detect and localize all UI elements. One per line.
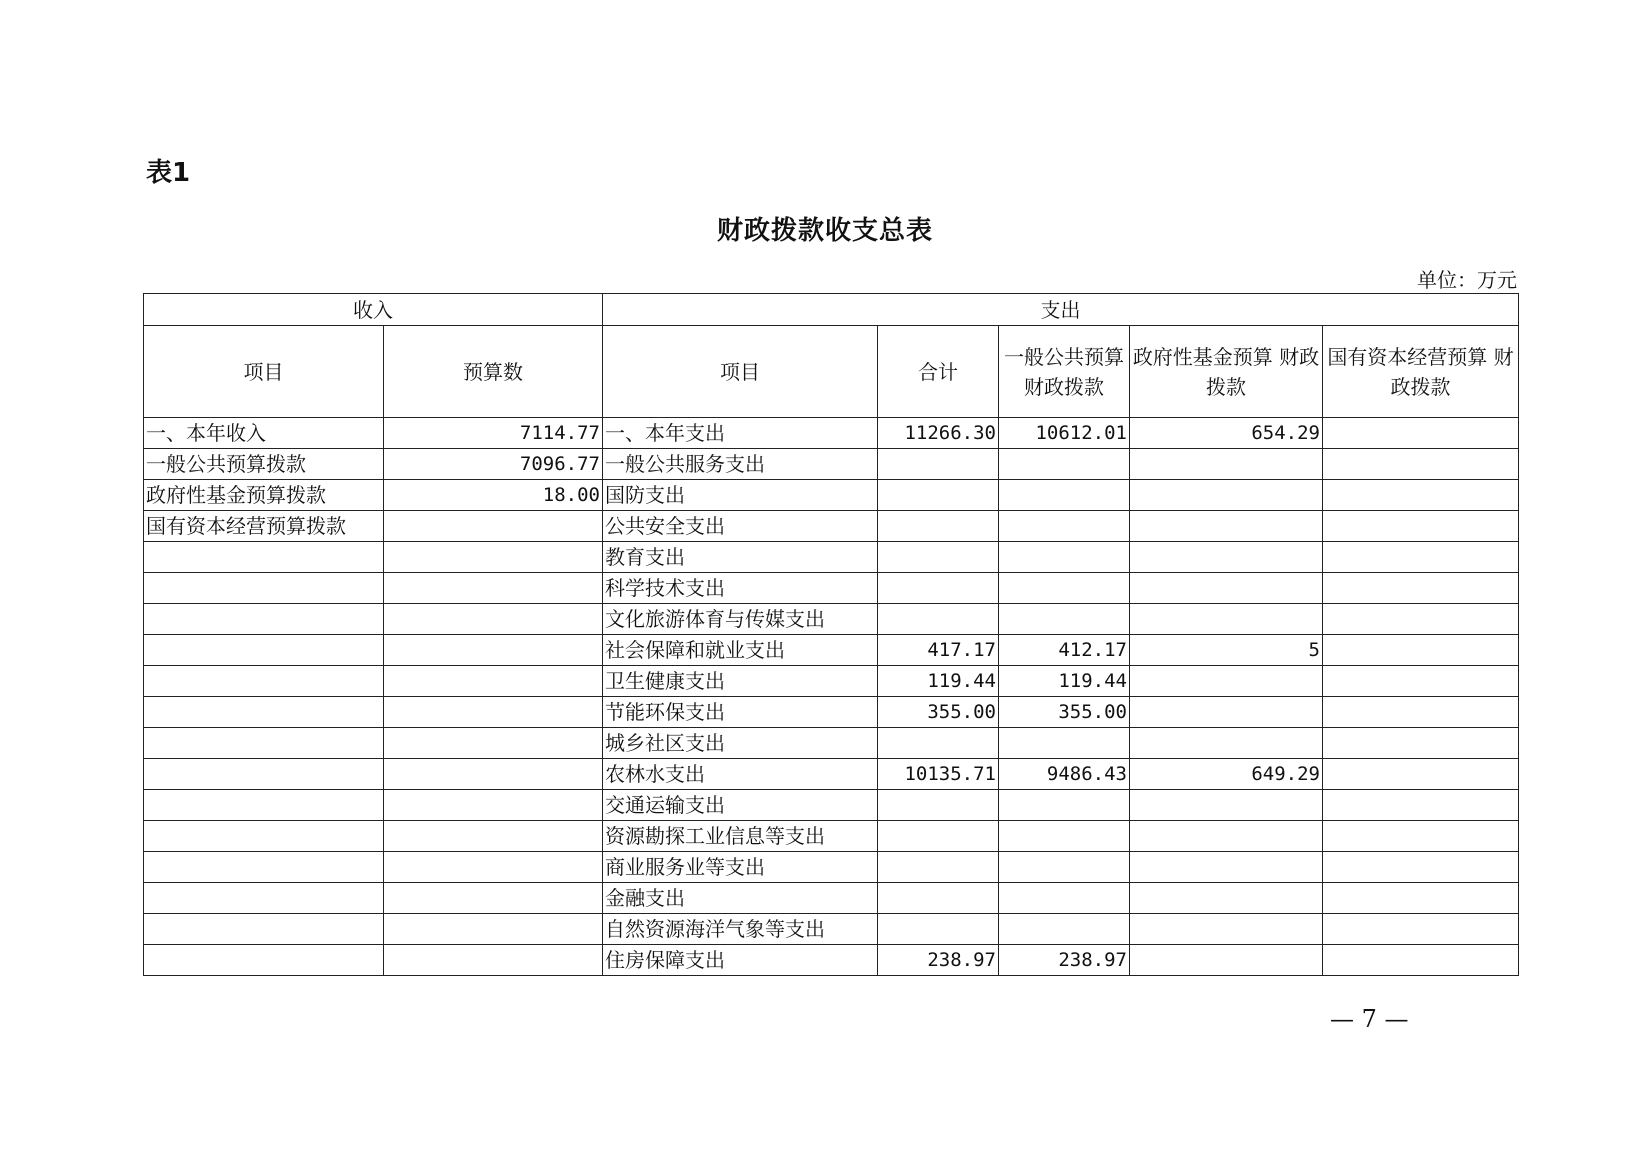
expense-item-cell: 一般公共服务支出 bbox=[603, 449, 878, 480]
table-body bbox=[144, 418, 1519, 976]
income-budget-cell bbox=[384, 604, 603, 635]
expense-item-cell: 金融支出 bbox=[603, 883, 878, 914]
table-row bbox=[144, 759, 1519, 790]
expense-fund-cell bbox=[1130, 449, 1323, 480]
table-row bbox=[144, 914, 1519, 945]
expense-fund-cell bbox=[1130, 697, 1323, 728]
table-row bbox=[144, 511, 1519, 542]
expense-item-cell: 国防支出 bbox=[603, 480, 878, 511]
expense-item-cell: 城乡社区支出 bbox=[603, 728, 878, 759]
income-item-cell: 一、本年收入 bbox=[144, 418, 384, 449]
income-item-cell bbox=[144, 852, 384, 883]
expense-state-cell bbox=[1323, 511, 1519, 542]
income-budget-cell bbox=[384, 511, 603, 542]
expense-total-cell bbox=[878, 821, 999, 852]
expense-item-cell: 交通运输支出 bbox=[603, 790, 878, 821]
expense-item-cell: 文化旅游体育与传媒支出 bbox=[603, 604, 878, 635]
income-item-header: 项目 bbox=[144, 326, 384, 418]
expense-state-cell bbox=[1323, 697, 1519, 728]
income-budget-cell bbox=[384, 635, 603, 666]
expense-total-cell: 119.44 bbox=[878, 666, 999, 697]
expense-item-cell: 商业服务业等支出 bbox=[603, 852, 878, 883]
expense-general-cell bbox=[999, 511, 1130, 542]
expense-item-cell: 科学技术支出 bbox=[603, 573, 878, 604]
income-budget-cell: 7096.77 bbox=[384, 449, 603, 480]
page-number: — 7 — bbox=[1330, 1005, 1409, 1033]
table-row bbox=[144, 604, 1519, 635]
expense-state-cell bbox=[1323, 883, 1519, 914]
table-label: 表1 bbox=[146, 158, 191, 188]
expense-total-cell bbox=[878, 728, 999, 759]
expense-item-cell: 一、本年支出 bbox=[603, 418, 878, 449]
expense-general-cell bbox=[999, 480, 1130, 511]
expense-item-header: 项目 bbox=[603, 326, 878, 418]
expense-general-cell bbox=[999, 573, 1130, 604]
income-item-cell bbox=[144, 728, 384, 759]
expense-total-cell bbox=[878, 449, 999, 480]
expense-fund-cell bbox=[1130, 511, 1323, 542]
expense-fund-cell bbox=[1130, 573, 1323, 604]
income-budget-cell bbox=[384, 573, 603, 604]
expense-fund-cell bbox=[1130, 790, 1323, 821]
expense-total-cell bbox=[878, 852, 999, 883]
income-budget-cell bbox=[384, 790, 603, 821]
expense-state-cell bbox=[1323, 790, 1519, 821]
expense-general-cell: 238.97 bbox=[999, 945, 1130, 976]
expense-state-cell bbox=[1323, 480, 1519, 511]
expense-fund-cell bbox=[1130, 728, 1323, 759]
income-item-cell bbox=[144, 914, 384, 945]
expense-fund-cell: 649.29 bbox=[1130, 759, 1323, 790]
expense-total-cell bbox=[878, 604, 999, 635]
table-row bbox=[144, 883, 1519, 914]
income-budget-cell bbox=[384, 759, 603, 790]
income-item-cell bbox=[144, 790, 384, 821]
income-budget-cell bbox=[384, 821, 603, 852]
expense-general-cell: 119.44 bbox=[999, 666, 1130, 697]
expense-item-cell: 农林水支出 bbox=[603, 759, 878, 790]
expense-state-cell bbox=[1323, 449, 1519, 480]
income-item-cell bbox=[144, 542, 384, 573]
income-item-cell bbox=[144, 883, 384, 914]
expense-fund-cell bbox=[1130, 604, 1323, 635]
expense-total-cell: 417.17 bbox=[878, 635, 999, 666]
expense-total-header: 合计 bbox=[878, 326, 999, 418]
budget-table bbox=[143, 293, 1519, 976]
expense-general-cell bbox=[999, 790, 1130, 821]
expense-fund-cell: 5 bbox=[1130, 635, 1323, 666]
expense-fund-cell bbox=[1130, 821, 1323, 852]
expense-general-header: 一般公共预算 财政拨款 bbox=[999, 326, 1130, 418]
expense-item-cell: 社会保障和就业支出 bbox=[603, 635, 878, 666]
expense-total-cell bbox=[878, 542, 999, 573]
expense-general-cell bbox=[999, 542, 1130, 573]
table-row bbox=[144, 666, 1519, 697]
expense-state-cell bbox=[1323, 914, 1519, 945]
expense-state-cell bbox=[1323, 821, 1519, 852]
income-budget-cell: 7114.77 bbox=[384, 418, 603, 449]
expense-item-cell: 公共安全支出 bbox=[603, 511, 878, 542]
expense-total-cell bbox=[878, 573, 999, 604]
income-budget-cell: 18.00 bbox=[384, 480, 603, 511]
expense-fund-cell bbox=[1130, 666, 1323, 697]
income-budget-cell bbox=[384, 883, 603, 914]
table-row bbox=[144, 790, 1519, 821]
table-row bbox=[144, 449, 1519, 480]
expense-general-cell: 412.17 bbox=[999, 635, 1130, 666]
table-row bbox=[144, 728, 1519, 759]
income-item-cell: 国有资本经营预算拨款 bbox=[144, 511, 384, 542]
unit-label: 单位：万元 bbox=[1417, 268, 1517, 292]
expense-general-cell bbox=[999, 883, 1130, 914]
expense-state-cell bbox=[1323, 573, 1519, 604]
table-row bbox=[144, 418, 1519, 449]
table-row bbox=[144, 821, 1519, 852]
expense-item-cell: 资源勘探工业信息等支出 bbox=[603, 821, 878, 852]
expense-fund-cell bbox=[1130, 914, 1323, 945]
expense-total-cell: 355.00 bbox=[878, 697, 999, 728]
income-item-cell bbox=[144, 573, 384, 604]
expense-state-cell bbox=[1323, 542, 1519, 573]
expense-total-cell bbox=[878, 790, 999, 821]
income-budget-cell bbox=[384, 945, 603, 976]
expense-general-cell: 9486.43 bbox=[999, 759, 1130, 790]
table-row bbox=[144, 480, 1519, 511]
table-row bbox=[144, 945, 1519, 976]
expense-general-cell bbox=[999, 914, 1130, 945]
expense-state-cell bbox=[1323, 604, 1519, 635]
table-row bbox=[144, 542, 1519, 573]
income-budget-cell bbox=[384, 852, 603, 883]
expense-general-cell bbox=[999, 852, 1130, 883]
expense-total-cell: 10135.71 bbox=[878, 759, 999, 790]
expense-general-cell: 10612.01 bbox=[999, 418, 1130, 449]
expense-general-cell bbox=[999, 449, 1130, 480]
expense-fund-cell bbox=[1130, 883, 1323, 914]
income-item-cell bbox=[144, 604, 384, 635]
expense-total-cell bbox=[878, 511, 999, 542]
expense-fund-header: 政府性基金预算 财政拨款 bbox=[1130, 326, 1323, 418]
expense-fund-cell bbox=[1130, 945, 1323, 976]
table-row bbox=[144, 697, 1519, 728]
expense-state-cell bbox=[1323, 759, 1519, 790]
income-budget-cell bbox=[384, 697, 603, 728]
expense-state-cell bbox=[1323, 418, 1519, 449]
income-item-cell bbox=[144, 635, 384, 666]
expense-state-cell bbox=[1323, 666, 1519, 697]
table-row bbox=[144, 635, 1519, 666]
expense-state-cell bbox=[1323, 728, 1519, 759]
expense-total-cell bbox=[878, 883, 999, 914]
page-title: 财政拨款收支总表 bbox=[716, 216, 933, 246]
expense-state-cell bbox=[1323, 945, 1519, 976]
expense-total-cell: 238.97 bbox=[878, 945, 999, 976]
expense-general-cell: 355.00 bbox=[999, 697, 1130, 728]
expense-item-cell: 节能环保支出 bbox=[603, 697, 878, 728]
income-item-cell: 一般公共预算拨款 bbox=[144, 449, 384, 480]
expense-fund-cell bbox=[1130, 542, 1323, 573]
income-budget-cell bbox=[384, 666, 603, 697]
expense-item-cell: 教育支出 bbox=[603, 542, 878, 573]
income-item-cell bbox=[144, 821, 384, 852]
expense-general-cell bbox=[999, 821, 1130, 852]
expense-total-cell bbox=[878, 914, 999, 945]
income-budget-cell bbox=[384, 728, 603, 759]
income-budget-header: 预算数 bbox=[384, 326, 603, 418]
income-item-cell bbox=[144, 945, 384, 976]
income-item-cell: 政府性基金预算拨款 bbox=[144, 480, 384, 511]
expense-item-cell: 住房保障支出 bbox=[603, 945, 878, 976]
income-item-cell bbox=[144, 697, 384, 728]
expense-total-cell bbox=[878, 480, 999, 511]
expense-item-cell: 卫生健康支出 bbox=[603, 666, 878, 697]
income-item-cell bbox=[144, 759, 384, 790]
expense-state-cell bbox=[1323, 635, 1519, 666]
income-budget-cell bbox=[384, 542, 603, 573]
expense-group-header: 支出 bbox=[603, 294, 1519, 326]
income-budget-cell bbox=[384, 914, 603, 945]
expense-state-header: 国有资本经营预算 财政拨款 bbox=[1323, 326, 1519, 418]
expense-state-cell bbox=[1323, 852, 1519, 883]
expense-fund-cell bbox=[1130, 480, 1323, 511]
income-group-header: 收入 bbox=[144, 294, 603, 326]
expense-item-cell: 自然资源海洋气象等支出 bbox=[603, 914, 878, 945]
expense-total-cell: 11266.30 bbox=[878, 418, 999, 449]
expense-fund-cell bbox=[1130, 852, 1323, 883]
expense-fund-cell: 654.29 bbox=[1130, 418, 1323, 449]
expense-general-cell bbox=[999, 604, 1130, 635]
table-row bbox=[144, 573, 1519, 604]
income-item-cell bbox=[144, 666, 384, 697]
expense-general-cell bbox=[999, 728, 1130, 759]
table-row bbox=[144, 852, 1519, 883]
